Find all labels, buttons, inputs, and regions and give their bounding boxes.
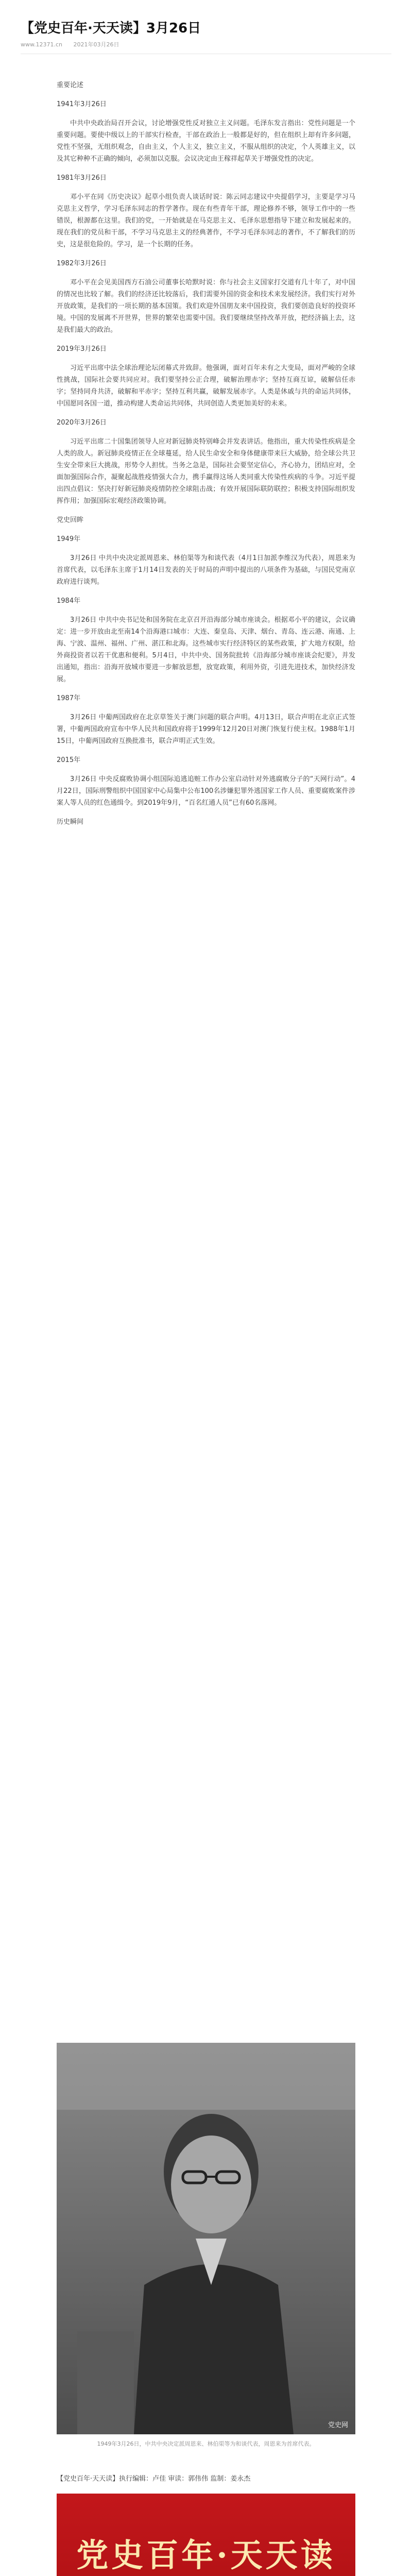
history-year: 1987年 (57, 694, 81, 702)
photo-watermark: 党史网 (328, 2421, 348, 2429)
section-paragraph: 邓小平在会见美国西方石油公司董事长哈默时说：你与社会主义国家打交道有几十年了，对中国的情况也比较了解。我们的经济还比较落后，我们需要外国的资金和技术来发展经济。我们实行对外开放政策，是我们的一项长期的基本国策。我们欢迎外国朋友来中国投资，我们要创造良好的投资环境。中国的发展离不开世界，世界的繁荣也需要中国。我们要继续坚持改革开放，把经济搞上去，这是我们最大的政治。 (57, 279, 355, 334)
section-heading: 重要论述 (57, 81, 84, 89)
section-heading: 党史回眸 (57, 516, 84, 524)
section-date: 1981年3月26日 (57, 174, 107, 182)
section-date: 1941年3月26日 (57, 100, 107, 108)
history-paragraph: 3月26日 中共中央书记处和国务院在北京召开沿海部分城市座谈会。根据邓小平的建议，会议确定：进一步开放由北至南14个沿海港口城市：大连、秦皇岛、天津、烟台、青岛、连云港、南通、上海、宁波、温州、福州、广州、湛江和北海。这些城市实行经济特区的某些政策，扩大地方权限，给外商投资者以若干优惠和便利。5月4日，中共中央、国务院批转《沿海部分城市座谈会纪要》，并发出通知，指出：沿海开放城市要进一步解放思想，放宽政策，利用外资，引进先进技术，加快经济发展。 (57, 616, 355, 683)
series-banner (57, 2494, 355, 2576)
section-date: 2020年3月26日 (57, 419, 107, 427)
section-date: 2019年3月26日 (57, 345, 107, 353)
article-meta (21, 40, 129, 48)
section-paragraph: 习近平出席中法全球治理论坛闭幕式并致辞。他强调，面对百年未有之大变局，面对严峻的全球性挑战，国际社会要共同应对。我们要坚持公正合理，破解治理赤字；坚持互商互谅，破解信任赤字；坚持同舟共济，破解和平赤字；坚持互利共赢，破解发展赤字。人类是休戚与共的命运共同体，中国愿同各国一道，推动构建人类命运共同体，共同创造人类更加美好的未来。 (57, 364, 355, 408)
page-title: 【党史百年·天天读】3月26日 (21, 21, 201, 36)
history-paragraph: 3月26日 中葡两国政府在北京草签关于澳门问题的联合声明。4月13日，联合声明在北京正式签署，中葡两国政府宣布中华人民共和国政府将于1999年12月20日对澳门恢复行使主权。1988年1月15日，中葡两国政府互换批准书，联合声明正式生效。 (57, 714, 355, 745)
publish-date: 2021年03月26日 (73, 41, 119, 48)
history-year: 1984年 (57, 597, 81, 605)
section-paragraph: 习近平出席二十国集团领导人应对新冠肺炎特别峰会并发表讲话。他指出，重大传染性疾病是全人类的敌人。新冠肺炎疫情正在全球蔓延，给人民生命安全和身体健康带来巨大威胁，给全球公共卫生安全带来巨大挑战，形势令人担忧。当务之急是，国际社会要坚定信心，齐心协力，团结应对，全面加强国际合作，凝聚起战胜疫情强大合力，携手赢得这场人类同重大传染性疾病的斗争。习近平提出四点倡议：坚决打好新冠肺炎疫情防控全球阻击战；有效开展国际联防联控；积极支持国际组织发挥作用；加强国际宏观经济政策协调。 (57, 438, 355, 505)
section-heading: 历史瞬间 (57, 818, 84, 826)
portrait-figure (57, 2043, 355, 2434)
historical-photo (57, 2043, 355, 2434)
section-date: 1982年3月26日 (57, 260, 107, 267)
history-year: 1949年 (57, 535, 81, 543)
history-year: 2015年 (57, 756, 81, 764)
editor-credits: 【党史百年·天天读】执行编辑：卢佳 审读：郭伟伟 监制：姜永杰 (57, 2475, 251, 2483)
section-paragraph: 中共中央政治局召开会议，讨论增强党性反对独立主义问题。毛泽东发言指出：党性问题是一个重要问题。要使中级以上的干部实行检查，干部在政治上一般都是好的，但在组织上却有许多问题，党性不坚强，无组织观念，自由主义，个人主义，独立主义，不服从组织的决定，个人英雄主义，以及其它种种不正确的倾向，必须加以克服。会议决定由王稼祥起草关于增强党性的决定。 (57, 120, 355, 163)
section-paragraph: 邓小平在同《历史决议》起草小组负责人谈话时说：陈云同志建议中央提倡学习，主要是学习马克思主义哲学，学习毛泽东同志的哲学著作。现在有些青年干部，理论修养不够，领导工作中的一些错误，根源都在这里。我们的党，一开始就是在马克思主义、毛泽东思想指导下建立和发展起来的。现在我们的党员和干部，不学习马克思主义的经典著作，不学习毛泽东同志的著作，不了解我们的历史，这是很危险的。学习，是一个长期的任务。 (57, 193, 355, 248)
article-body (57, 75, 355, 835)
photo-caption: 1949年3月26日，中共中央决定派周恩来、林伯渠等为和谈代表，周恩来为首席代表。 (97, 2441, 315, 2447)
history-paragraph: 3月26日 中央反腐败协调小组国际追逃追赃工作办公室启动针对外逃腐败分子的“天网行动”。4月22日，国际刑警组织中国国家中心局集中公布100名涉嫌犯罪外逃国家工作人员、重要腐败案件涉案人等人员的红色通缉令。到2019年9月，“百名红通人员”已有60名落网。 (57, 775, 355, 807)
history-paragraph: 3月26日 中共中央决定派周恩来、林伯渠等为和谈代表（4月1日加派李维汉为代表），周恩来为首席代表，以毛泽东主席于1月14日发表的关于时局的声明中提出的八项条件为基础，与国民党南京政府进行谈判。 (57, 554, 355, 586)
banner-title: 党史百年·天天读 (76, 2536, 336, 2574)
source-link[interactable]: www.12371.cn (21, 41, 62, 48)
